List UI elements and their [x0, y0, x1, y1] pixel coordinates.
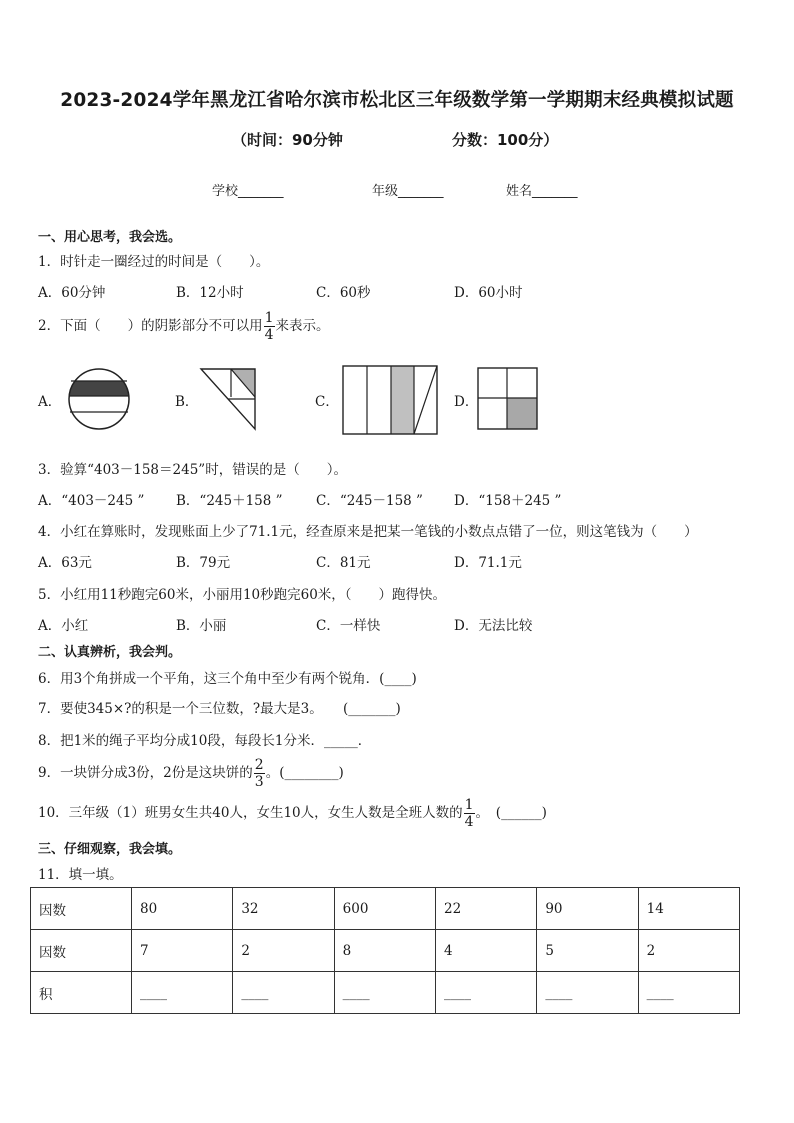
question-1-option-d: D．60小时: [454, 285, 523, 301]
section-heading-choice: 一、用心思考，我会选。: [38, 230, 182, 245]
table-cell: 32: [233, 888, 334, 930]
question-4-option-a: A．63元: [38, 555, 92, 571]
question-3-option-a: A．“403－245 ”: [38, 493, 145, 509]
question-5-stem: 5．小红用11秒跑完60米，小丽用10秒跑完60米，（ ）跑得快。: [38, 587, 447, 603]
table-row: [31, 972, 740, 1014]
question-4-option-d: D．71.1元: [454, 555, 522, 571]
question-4-stem: 4．小红在算账时，发现账面上少了71.1元，经查原来是把某一笔钱的小数点点错了一位，则这笔钱为（ ）: [38, 524, 698, 540]
answer-blank[interactable]: ____: [435, 972, 536, 1014]
figure-b-triangle: [199, 367, 257, 431]
fraction-denominator: 4: [264, 327, 274, 343]
fraction-numerator: 1: [264, 310, 274, 326]
question-4-option-b: B．79元: [176, 555, 231, 571]
table-cell: 80: [132, 888, 233, 930]
table-cell: 90: [537, 888, 638, 930]
question-2-stem-post: 来表示。: [275, 318, 330, 334]
fraction-denominator: 4: [464, 814, 474, 830]
table-cell: 4: [435, 930, 536, 972]
table-cell: 22: [435, 888, 536, 930]
fraction-denominator: 3: [254, 774, 264, 790]
question-5-option-b: B．小丽: [176, 618, 227, 634]
exam-score: 分数：100分）: [452, 131, 559, 149]
question-10-stem: [38, 797, 547, 830]
multiplication-table: [30, 887, 740, 1014]
answer-blank[interactable]: ____: [132, 972, 233, 1014]
table-row: [31, 888, 740, 930]
question-2-label-b: B．: [175, 394, 199, 410]
table-cell: 2: [233, 930, 334, 972]
answer-blank[interactable]: ____: [537, 972, 638, 1014]
question-6-stem: 6．用3个角拼成一个平角，这三个角中至少有两个锐角．(____): [38, 671, 417, 687]
question-1-option-a: A．60分钟: [38, 285, 106, 301]
question-3-option-c: C．“245－158 ”: [316, 493, 423, 509]
question-9-stem-post: 。(________): [265, 765, 344, 781]
section-heading-fill: 三、仔细观察，我会填。: [38, 842, 182, 857]
question-2-label-a: A．: [38, 394, 62, 410]
fraction-two-thirds: [254, 757, 265, 790]
page-title: 2023-2024学年黑龙江省哈尔滨市松北区三年级数学第一学期期末经典模拟试题: [60, 90, 734, 111]
table-row-head: 因数: [31, 888, 132, 930]
question-2-label-c: C．: [315, 394, 339, 410]
figure-d-square: [477, 367, 539, 431]
question-5-option-d: D．无法比较: [454, 618, 533, 634]
table-cell: 7: [132, 930, 233, 972]
fraction-numerator: 2: [254, 757, 264, 773]
question-3-stem: 3．验算“403－158＝245”时，错误的是（ ）。: [38, 462, 347, 478]
table-row-head: 积: [31, 972, 132, 1014]
answer-blank[interactable]: ____: [638, 972, 739, 1014]
question-9-stem: [38, 757, 344, 790]
question-4-option-c: C．81元: [316, 555, 371, 571]
table-cell: 600: [334, 888, 435, 930]
question-2-label-d: D．: [454, 394, 479, 410]
table-cell: 2: [638, 930, 739, 972]
fraction-numerator: 1: [464, 797, 474, 813]
fraction-one-quarter: [464, 797, 475, 830]
question-2-stem: [38, 310, 330, 343]
table-row-head: 因数: [31, 930, 132, 972]
question-11-stem: 11．填一填。: [38, 867, 123, 883]
question-10-stem-pre: 10．三年级（1）班男女生共40人，女生10人，女生人数是全班人数的: [38, 805, 463, 821]
answer-blank[interactable]: ____: [334, 972, 435, 1014]
question-5-option-a: A．小红: [38, 618, 89, 634]
question-1-stem: 1．时针走一圈经过的时间是（ ）。: [38, 254, 270, 270]
question-5-option-c: C．一样快: [316, 618, 381, 634]
table-row: [31, 930, 740, 972]
exam-time: （时间：90分钟: [232, 131, 343, 149]
question-7-stem: 7．要使345×?的积是一个三位数，?最大是3。 (_______): [38, 701, 401, 717]
figure-a-circle: [66, 368, 132, 430]
question-9-stem-pre: 9．一块饼分成3份，2份是这块饼的: [38, 765, 253, 781]
figure-c-rectangle: [342, 364, 438, 436]
question-10-stem-post: 。 (______): [475, 805, 547, 821]
table-cell: 14: [638, 888, 739, 930]
table-cell: 5: [537, 930, 638, 972]
question-1-option-c: C．60秒: [316, 285, 371, 301]
question-2-stem-pre: 2．下面（ ）的阴影部分不可以用: [38, 318, 263, 334]
school-field: 学校_______: [212, 184, 284, 199]
fraction-one-quarter: [264, 310, 275, 343]
question-3-option-b: B．“245＋158 ”: [176, 493, 283, 509]
question-1-option-b: B．12小时: [176, 285, 244, 301]
question-3-option-d: D．“158＋245 ”: [454, 493, 562, 509]
table-cell: 8: [334, 930, 435, 972]
grade-field: 年级_______: [372, 184, 444, 199]
name-field: 姓名_______: [506, 184, 578, 199]
question-8-stem: 8．把1米的绳子平均分成10段，每段长1分米．_____．: [38, 733, 372, 749]
section-heading-judge: 二、认真辨析，我会判。: [38, 645, 182, 660]
answer-blank[interactable]: ____: [233, 972, 334, 1014]
